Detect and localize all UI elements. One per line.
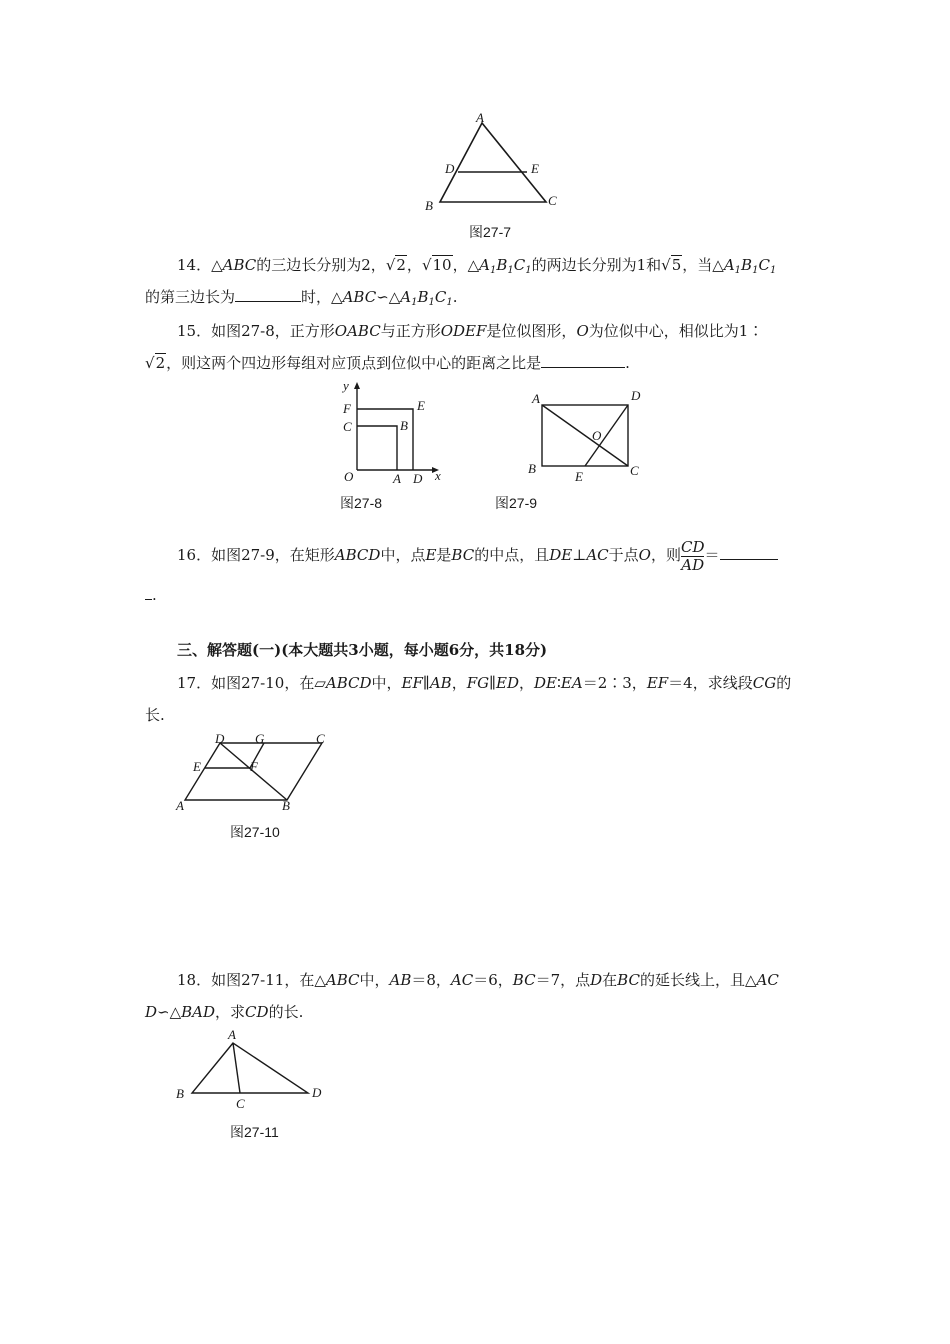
section-3-heading: 三、解答题(一)(本大题共3小题，每小题6分，共18分) bbox=[177, 641, 548, 659]
label-e: E bbox=[193, 759, 201, 774]
label-e: E bbox=[531, 161, 539, 176]
q14-line1: 14．△ABC的三边长分别为2，√2，√10，$\triangle A_1B_1C_1$的两边长分别为1和√5，当$\triangle A_1B_1C_1$ bbox=[177, 256, 777, 276]
label-c: C bbox=[316, 731, 325, 746]
label-e: E bbox=[575, 469, 583, 484]
label-x: x bbox=[435, 468, 441, 483]
q15-line2: √2，则这两个四边形每组对应顶点到位似中心的距离之比是 . bbox=[145, 354, 630, 372]
square-oabc bbox=[357, 426, 397, 470]
diagonal-ac bbox=[542, 405, 628, 466]
label-f: F bbox=[250, 759, 258, 774]
q18-line2: D∽△BAD，求CD的长. bbox=[145, 1003, 304, 1021]
q17-line2: 长. bbox=[145, 706, 165, 724]
q14-line2: 的第三边长为 时，$\triangle ABC∽\triangle A_1B_1C_1$. bbox=[145, 288, 458, 308]
label-b: B bbox=[282, 798, 290, 813]
y-axis-arrow bbox=[354, 382, 360, 389]
label-o: O bbox=[344, 469, 354, 484]
label-a: A bbox=[532, 391, 540, 406]
label-a: A bbox=[476, 110, 484, 125]
label-d: D bbox=[413, 471, 423, 485]
sqrt-2: √2 bbox=[385, 256, 406, 274]
figure-27-9 bbox=[520, 385, 650, 485]
caption-27-10: 图27-10 bbox=[230, 824, 280, 840]
caption-27-7: 图27-7 bbox=[469, 224, 512, 240]
label-c: C bbox=[630, 463, 639, 478]
label-a: A bbox=[393, 471, 401, 485]
figure-27-10 bbox=[170, 730, 335, 815]
q16-line2: . bbox=[145, 585, 157, 605]
label-c: C bbox=[343, 419, 352, 434]
sqrt-5: √5 bbox=[661, 256, 682, 274]
label-c: C bbox=[236, 1096, 245, 1111]
label-g: G bbox=[255, 731, 265, 746]
label-d: D bbox=[312, 1085, 322, 1100]
answer-blank-14[interactable] bbox=[235, 287, 301, 302]
caption-27-8: 图27-8 bbox=[340, 495, 383, 511]
caption-27-11: 图27-11 bbox=[230, 1124, 279, 1140]
answer-blank-15[interactable] bbox=[541, 353, 625, 368]
sqrt-10: √10 bbox=[421, 256, 452, 274]
q17-line1: 17．如图27-10，在▱ABCD中，EF∥AB，FG∥ED，DE∶EA＝2∶3，EF＝4，求线段CG的 bbox=[177, 674, 792, 692]
label-e: E bbox=[417, 398, 425, 413]
figure-27-7 bbox=[415, 110, 565, 215]
label-o: O bbox=[592, 428, 602, 443]
label-c: C bbox=[548, 193, 557, 208]
segment-ac bbox=[233, 1043, 240, 1093]
label-d: D bbox=[215, 731, 225, 746]
label-b: B bbox=[176, 1086, 184, 1101]
sqrt-2-q15: √2 bbox=[145, 354, 166, 372]
label-y: y bbox=[343, 380, 349, 393]
label-b: B bbox=[400, 418, 408, 433]
caption-27-9: 图27-9 bbox=[495, 495, 538, 511]
label-a: A bbox=[176, 798, 184, 813]
label-d: D bbox=[631, 388, 641, 403]
answer-blank-16[interactable] bbox=[720, 545, 778, 560]
answer-blank-16-cont[interactable] bbox=[145, 585, 152, 600]
label-b: B bbox=[425, 198, 433, 213]
label-d: D bbox=[445, 161, 455, 176]
fraction-cd-ad: $\frac{CD}{AD}$ bbox=[680, 537, 705, 574]
figure-27-11 bbox=[170, 1025, 330, 1115]
q15-line1: 15．如图27-8，正方形OABC与正方形ODEF是位似图形，O为位似中心，相似比为1∶ bbox=[177, 322, 764, 340]
q18-line1: 18．如图27-11，在△ABC中，AB＝8，AC＝6，BC＝7，点D在BC的延长线上，且△AC bbox=[177, 971, 779, 989]
q16-line1: 16．如图27-9，在矩形ABCD中，点E是BC的中点，且DE⊥AC于点O，则 $\frac{CD}{AD}$ ＝ bbox=[177, 537, 778, 574]
label-a: A bbox=[228, 1027, 236, 1042]
label-b: B bbox=[528, 461, 536, 476]
label-f: F bbox=[343, 401, 351, 416]
triangle-abd bbox=[192, 1043, 308, 1093]
figure-27-8 bbox=[335, 380, 450, 485]
